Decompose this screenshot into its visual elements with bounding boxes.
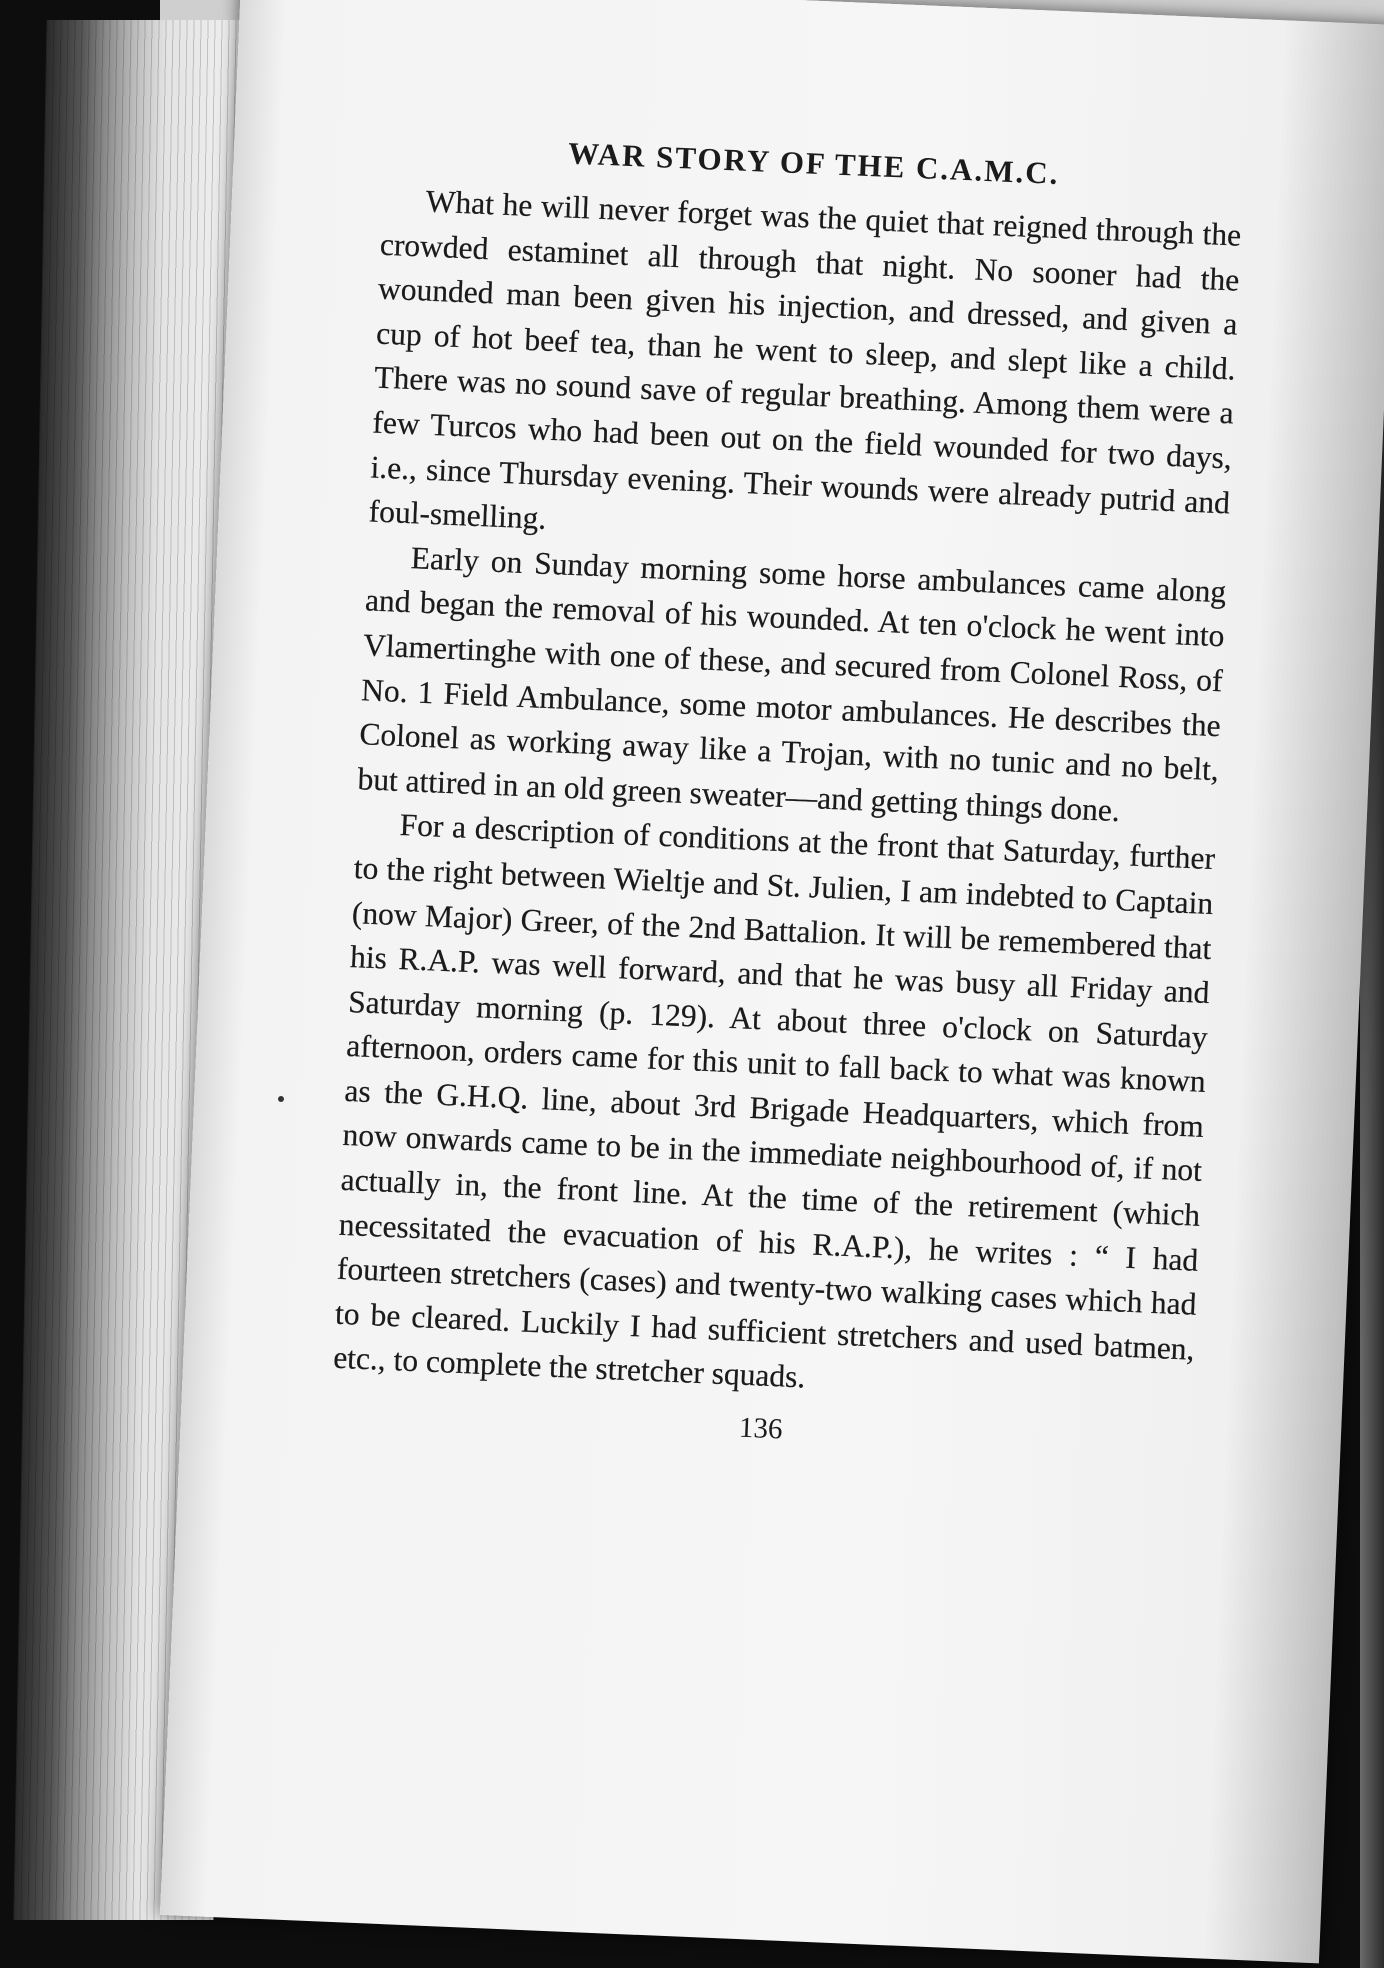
paragraph-2: Early on Sunday morning some horse ambulances came along and began the removal of his wounded. At ten o'clock he went into Vlamertinghe with one of these, and secured from Colonel Ross, of No. 1 Field Ambulance, some motor ambulances. He describes the Colonel as working away like a Trojan, with no tunic and no belt, but attired in an old green sweater—and getting things done. — [356, 539, 1227, 828]
paragraph-3: For a description of conditions at the front that Saturday, further to the right between Wieltje and St. Julien, I am indebted to Captain (now Major) Greer, of the 2nd Battalion. It will be remembered that his R.A.P. was well forward, and that he was busy all Friday and Saturday morning (p. 129). At about three o'clock on Saturday afternoon, orders came for this unit to fall back to what was known as the G.H.Q. line, about 3rd Brigade Headquarters, which from now onwards came to be in the immediate neighbourhood of, if not actually in, the front line. At the time of the retirement (which necessitated the evacuation of his R.A.P.), he writes : “ I had fourteen stretchers (cases) and twenty-two walking cases which had to be cleared. Luckily I had sufficient stretchers and used batmen, etc., to complete the stretcher squads. — [332, 807, 1216, 1395]
running-head: WAR STORY OF THE C.A.M.C. — [567, 135, 1061, 191]
page-content — [330, 128, 1244, 1464]
book-page — [160, 0, 1384, 1963]
print-speck — [278, 1096, 284, 1102]
page-number: 136 — [738, 1411, 784, 1446]
paragraph-1: What he will never forget was the quiet that reigned through the crowded estaminet all through that night. No sooner had the wounded man been given his injection, and dressed, and given a cup of hot beef tea, than he went to sleep, and slept like a child. There was no sound save of regular breathing. Among them were a few Turcos who had been out on the field wounded for two days, i.e., since Thursday evening. Their wounds were already putrid and foul-smelling. — [368, 183, 1242, 536]
